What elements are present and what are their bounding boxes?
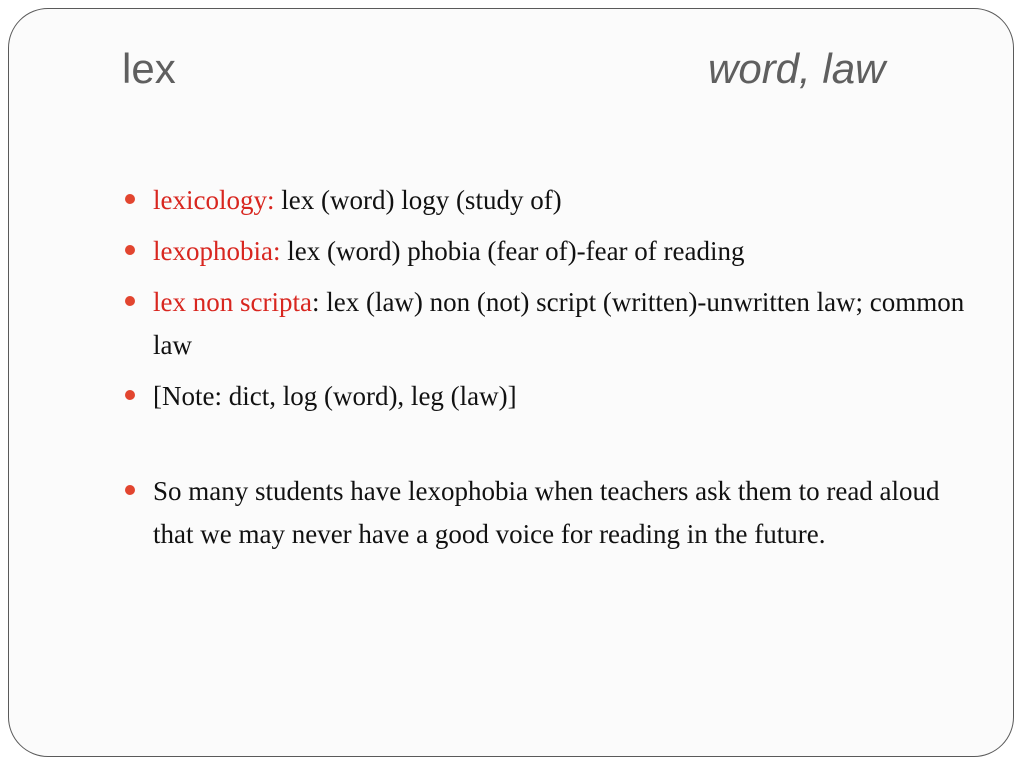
slide-title	[122, 39, 922, 99]
bullet-dot-icon	[125, 245, 135, 255]
bullet-term: lexicology:	[153, 185, 275, 215]
title-root: lex	[122, 45, 176, 92]
bullet-dot-icon	[125, 194, 135, 204]
title-meaning: word, law	[708, 45, 886, 92]
bullet-text: lex (word) phobia (fear of)-fear of reading	[280, 236, 745, 266]
bullet-term: lexophobia:	[153, 236, 281, 266]
bullet-dot-icon	[125, 390, 135, 400]
bullet-text: So many students have lexophobia when teachers ask them to read aloud that we may never have a good voice for reading in the future.	[153, 476, 940, 549]
bullet-dot-icon	[125, 485, 135, 495]
bullet-item-note	[122, 375, 982, 418]
bullet-list	[122, 179, 982, 564]
bullet-item-lexophobia	[122, 230, 982, 273]
bullet-text: [Note: dict, log (word), leg (law)]	[153, 381, 517, 411]
slide-frame	[8, 8, 1014, 757]
bullet-item-lex-non-scripta	[122, 281, 982, 367]
bullet-text: lex (word) logy (study of)	[274, 185, 562, 215]
bullet-term: lex non scripta	[153, 287, 312, 317]
bullet-item-lexicology	[122, 179, 982, 222]
bullet-dot-icon	[125, 296, 135, 306]
bullet-text: : lex (law) non (not) script (written)-unwritten law; common law	[153, 287, 965, 360]
bullet-item-example-sentence	[122, 470, 982, 556]
